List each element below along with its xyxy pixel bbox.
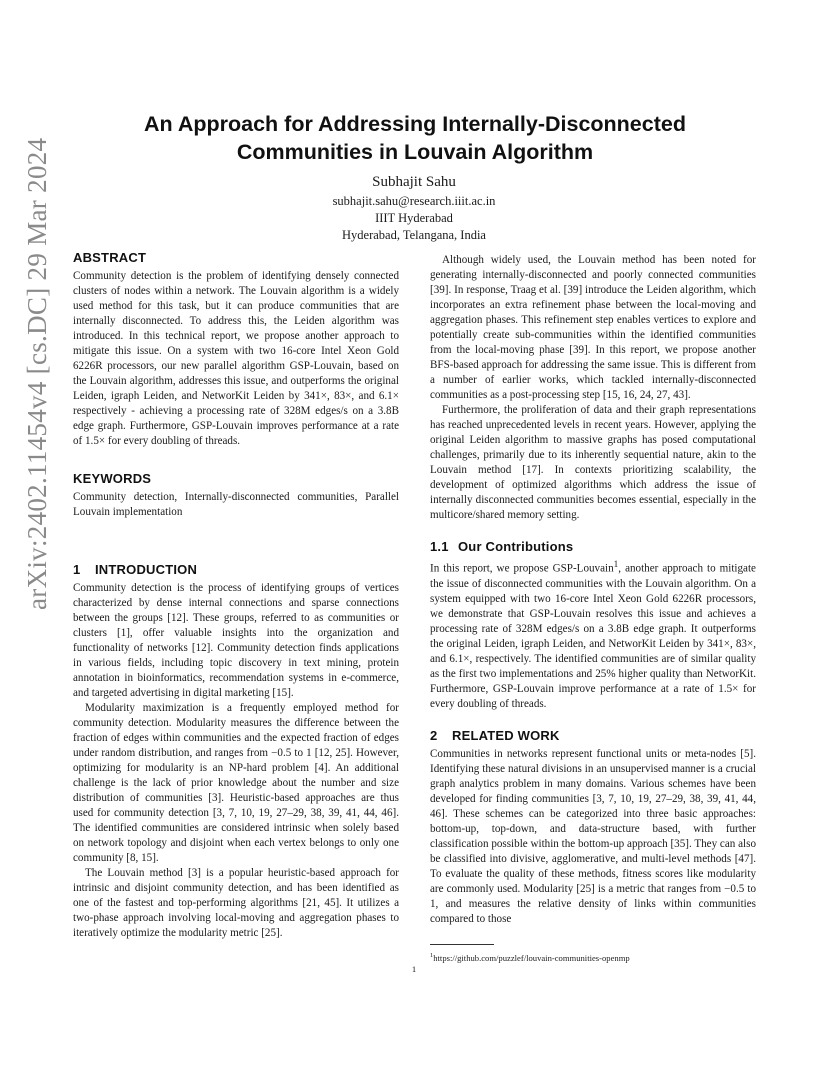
section-title: Our Contributions xyxy=(458,539,574,554)
right-column xyxy=(430,253,756,927)
keywords-heading: KEYWORDS xyxy=(73,471,152,486)
related-work-heading xyxy=(430,728,756,743)
arxiv-watermark: arXiv:2402.11454v4 [cs.DC] 29 Mar 2024 xyxy=(22,137,52,610)
abstract-text: Community detection is the problem of identifying densely connected clusters of nodes within a network. The Louvain algorithm is a widely used method for this task, but it can produce communities that are internally disconnected. To address this, the Leiden algorithm was introduced. In this technical report, we propose another approach to mitigate this issue. On a system with two 16-core Intel Xeon Gold 6226R processors, our new parallel algorithm GSP-Louvain, based on the Louvain algorithm, addresses this issue, and outperforms the original Leiden, igraph Leiden, and NetworKit Leiden by 341×, 83×, and 6.1× respectively - achieving a processing rate of 328M edges/s on a 3.8B edge graph. Furthermore, GSP-Louvain improves performance at a rate of 1.5× for every doubling of threads. xyxy=(73,270,399,447)
intro-paragraph: Furthermore, the proliferation of data and their graph representations has reached unprecedented levels in recent years. However, applying the original Leiden algorithm to massive graphs has posed computational challenges, primarily due to its inherently sequential nature, akin to the Louvain method [17]. In contexts prioritizing scalability, the development of optimized algorithms which address the issue of internally disconnected communities becomes essential, especially in the multicore/shared memory setting. xyxy=(430,404,756,521)
intro-paragraph: Modularity maximization is a frequently employed method for community detection. Modularity measures the difference between the fraction of edges within communities and the expected fraction of edges under random distribution, and ranges from −0.5 to 1 [12, 25]. However, optimizing for modularity is an NP-hard problem [4]. An additional challenge is the lack of prior knowledge about the number and size distribution of communities [3]. Heuristic-based approaches are thus used for community detection [3, 7, 10, 19, 27–29, 38, 39, 41, 44, 46]. The identified communities are considered intrinsic when solely based on network topology and disjoint when each vertex belongs to only one community [8, 15]. xyxy=(73,702,399,864)
footnote-link[interactable]: https://github.com/puzzlef/louvain-communities-openmp xyxy=(433,952,630,963)
left-column xyxy=(73,250,399,941)
author-name: Subhajit Sahu xyxy=(372,174,456,190)
page-number: 1 xyxy=(411,964,417,974)
contributions-text-part: In this report, we propose GSP-Louvain xyxy=(430,562,614,575)
footnote-mark: 1 xyxy=(430,952,434,959)
footnote-divider xyxy=(430,944,494,945)
paper-title: An Approach for Addressing Internally-Disconnected Communities in Louvain Algorithm xyxy=(144,112,686,164)
contributions-text-part: , another approach to mitigate the issue of disconnected communities with the Louvain algorithm. On a system equipped with two 16-core Intel Xeon Gold 6226R processors, we demonstrate that GSP-Louvain resolves this issue and achieves a processing rate of 328M edges/s on a 3.8B edge graph. It outperforms the original Leiden, igraph Leiden, and NetworKit Leiden by 341×, 83×, and 6.1×, respectively. The identified communities are of similar quality as the first two implementations and 25% higher quality than NetworKit. Furthermore, GSP-Louvain improve performance at a rate of 1.5× for every doubling of threads. xyxy=(430,562,756,710)
footnote-marker[interactable]: 1 xyxy=(613,560,619,570)
section-title: INTRODUCTION xyxy=(95,562,198,577)
contributions-text xyxy=(430,558,756,712)
contributions-heading xyxy=(430,539,756,554)
abstract-heading: ABSTRACT xyxy=(73,250,147,265)
intro-paragraph: The Louvain method [3] is a popular heuristic-based approach for intrinsic and disjoint community detection, and has been identified as one of the fastest and top-performing algorithms [21, 45]. It utilizes a two-phase approach involving local-moving and aggregation phases to iteratively optimize the modularity metric [25]. xyxy=(73,867,399,939)
section-number: 1 xyxy=(73,562,81,577)
intro-paragraph: Although widely used, the Louvain method has been noted for generating internally-disconnected and poorly connected communities [39]. In response, Traag et al. [39] introduce the Leiden algorithm, which incorporates an extra refinement phase between the local-moving and aggregation phases. This refinement step enables vertices to explore and potentially create sub-communities within the identified communities from the local-moving phase [39]. In this report, we propose another BFS-based approach for addressing the same issue. This is different from a number of earlier works, which tackled internally-disconnected communities as a post-processing step [15, 16, 24, 27, 43]. xyxy=(430,254,756,401)
section-number: 1.1 xyxy=(430,539,449,554)
intro-paragraph: Community detection is the process of identifying groups of vertices characterized by dense internal connections and sparse connections between the groups [12]. These groups, referred to as communities or clusters [1], offer valuable insights into the organization and functionality of networks [12]. Community detection finds applications in various fields, including topic discovery in text mining, protein annotation in bioinformatics, recommendation systems in e-commerce, and targeted advertising in digital marketing [15]. xyxy=(73,582,399,699)
section-number: 2 xyxy=(430,727,438,743)
related-work-text: Communities in networks represent functional units or meta-nodes [5]. Identifying these natural divisions in an unsupervised manner is a crucial graph analytics problem in many domains. Various schemes have been developed for finding communities [3, 7, 10, 19, 27–29, 38, 39, 41, 44, 46]. These schemes can be categorized into three basic approaches: bottom-up, top-down, and data-structure based, with further classification possible within the bottom-up approach [35]. They can also be classified into divisive, agglomerative, and multi-level methods [47]. To evaluate the quality of these methods, fitness scores like modularity are commonly used. Modularity [25] is a metric that ranges from −0.5 to 1, and measures the relative density of links within communities compared to those xyxy=(430,747,756,925)
author-email: subhajit.sahu@research.iiit.ac.in xyxy=(332,194,496,208)
keywords-text: Community detection, Internally-disconnected communities, Parallel Louvain implementation xyxy=(73,491,399,518)
footnote xyxy=(430,950,630,964)
introduction-heading xyxy=(73,562,399,577)
author-institution: IIIT Hyderabad xyxy=(375,211,453,225)
section-title: RELATED WORK xyxy=(452,727,560,743)
author-location: Hyderabad, Telangana, India xyxy=(342,228,486,242)
